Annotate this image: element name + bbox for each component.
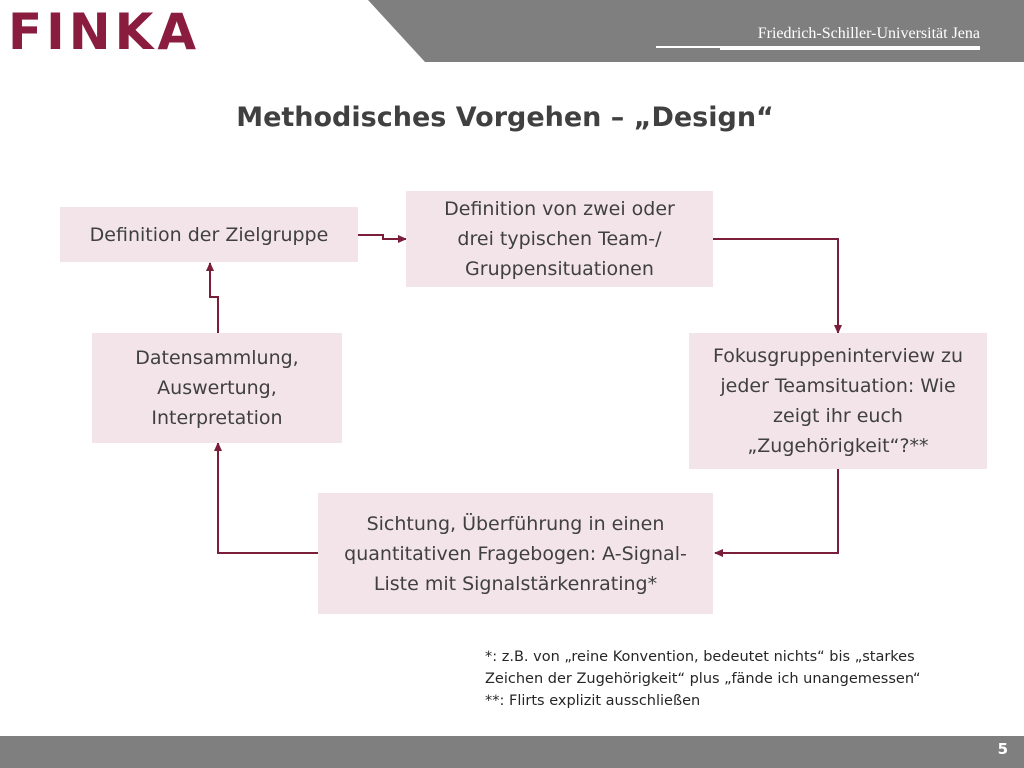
footnote-line: *: z.B. von „reine Konvention, bedeutet nichts“ bis „starkes xyxy=(485,649,915,665)
box-line: jeder Teamsituation: Wie xyxy=(720,375,956,397)
box-line: Definition von zwei oder xyxy=(444,198,675,220)
box-line: drei typischen Team-/ xyxy=(457,228,662,250)
box-fokusgruppeninterview xyxy=(689,333,987,469)
box-line: Liste mit Signalstärkenrating* xyxy=(373,572,658,595)
box-line: Definition der Zielgruppe xyxy=(89,223,329,246)
page-title: Methodisches Vorgehen – „Design“ xyxy=(236,102,774,133)
box-line: Datensammlung, xyxy=(135,347,299,369)
slide-number: 5 xyxy=(997,740,1008,758)
footnote-line: Zeichen der Zugehörigkeit“ plus „fände ich unangemessen“ xyxy=(485,671,921,687)
box-line: Sichtung, Überführung in einen xyxy=(366,512,665,535)
box-line: „Zugehörigkeit“?** xyxy=(747,435,929,457)
box-line: Interpretation xyxy=(151,407,283,429)
box-definition-situationen xyxy=(406,191,713,287)
edge-fokusgruppe-to-sichtung xyxy=(715,469,838,553)
footer-bar xyxy=(0,736,1024,768)
box-line: Auswertung, xyxy=(157,377,277,399)
edge-situationen-to-fokusgruppe xyxy=(713,239,838,333)
edge-datensammlung-to-zielgruppe xyxy=(210,263,218,333)
box-line: Gruppensituationen xyxy=(465,258,654,280)
box-line: Fokusgruppeninterview zu xyxy=(712,345,964,367)
university-name: Friedrich-Schiller-Universität Jena xyxy=(757,25,980,42)
footnotes xyxy=(485,646,1005,712)
box-sichtung xyxy=(318,493,713,614)
box-line: zeigt ihr euch xyxy=(773,405,903,427)
footnote-line: **: Flirts explizit ausschließen xyxy=(485,693,701,709)
box-line: quantitativen Fragebogen: A-Signal- xyxy=(344,542,687,565)
box-definition-zielgruppe xyxy=(60,207,358,262)
edge-sichtung-to-datensammlung xyxy=(218,443,318,553)
edge-zielgruppe-to-situationen xyxy=(358,235,406,239)
box-datensammlung xyxy=(92,333,342,443)
finka-logo: FINKA xyxy=(8,3,201,61)
